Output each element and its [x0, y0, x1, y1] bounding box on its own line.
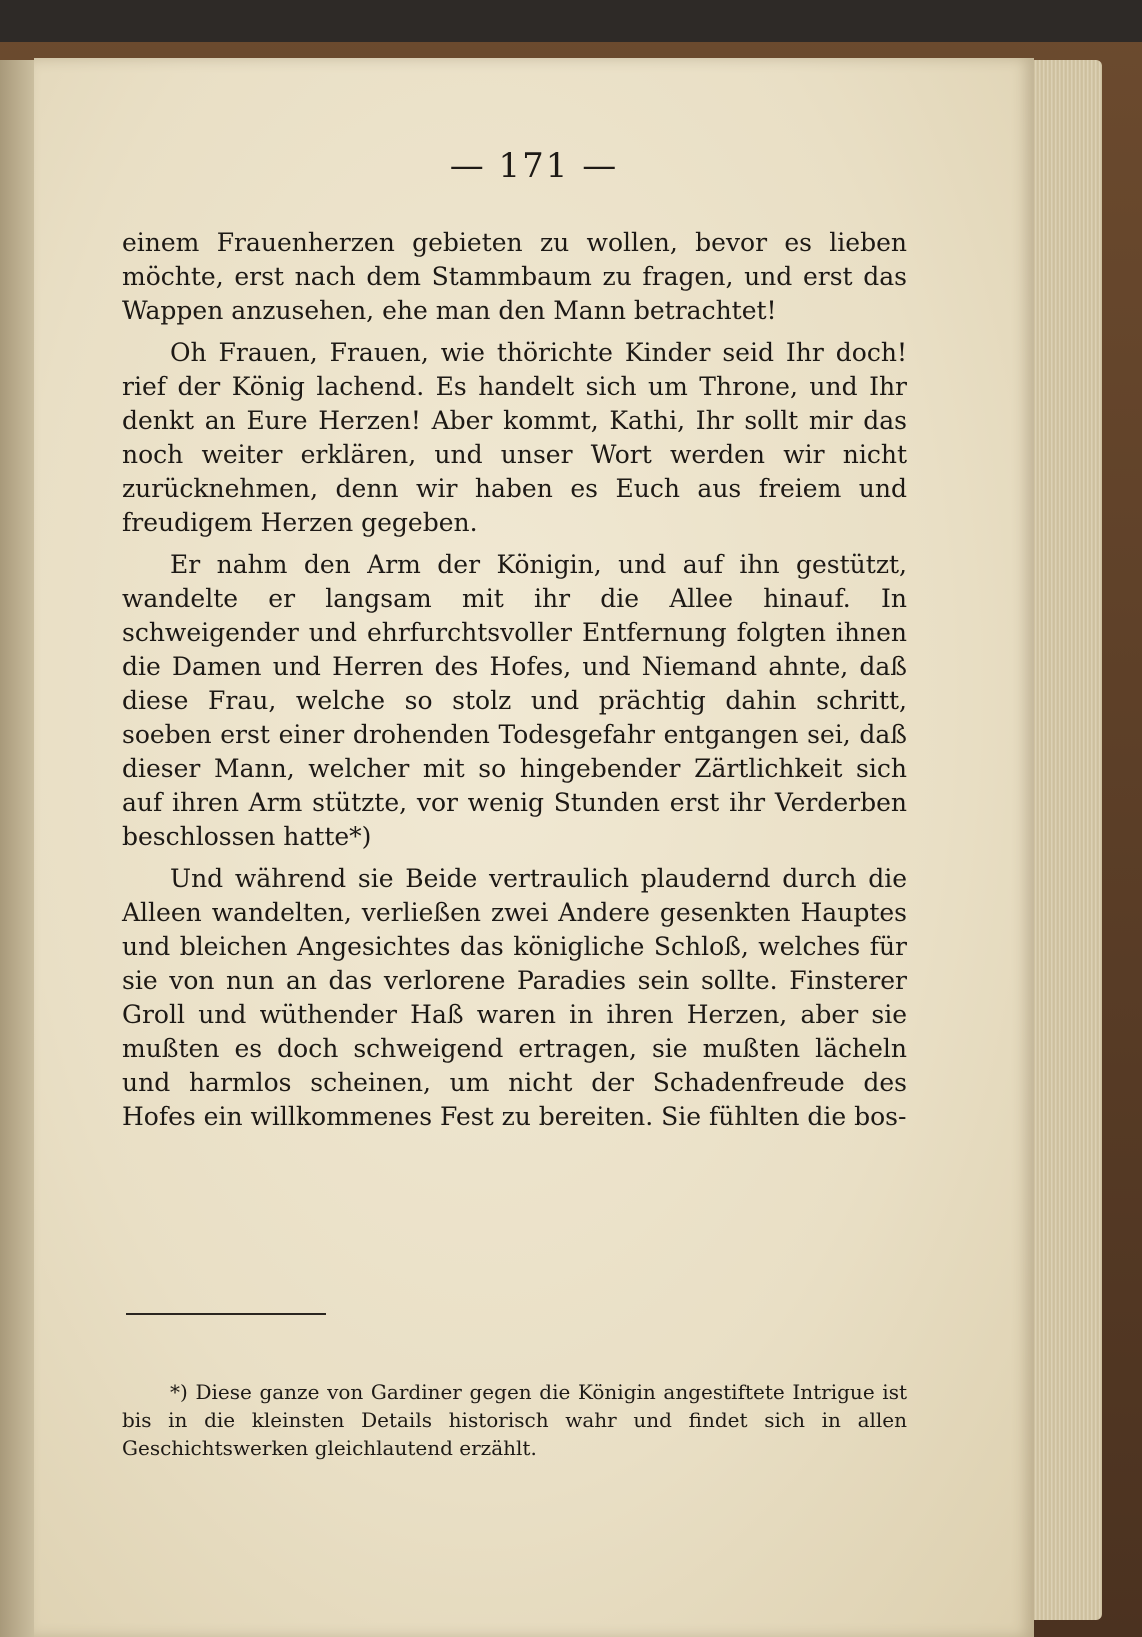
- left-page-edge: [0, 60, 38, 1637]
- footnote-text: *) Diese ganze von Gardiner gegen die Königin angestiftete Intrigue ist bis in die kleinsten Details historisch wahr und findet sich in allen Geschichtswerken gleichlautend erzählt.: [122, 1380, 907, 1460]
- paragraph-2: Oh Frauen, Frauen, wie thörichte Kinder seid Ihr doch! rief der König lachend. Es handelt sich um Throne, und Ihr denkt an Eure Herzen! Aber kommt, Kathi, Ihr sollt mir das noch weiter erklären, und unser Wort werden wir nicht zurücknehmen, denn wir haben es Euch aus freiem und freudigem Herzen gegeben.: [122, 338, 907, 537]
- page-number: — 171 —: [449, 146, 619, 186]
- paragraph-4: Und während sie Beide vertraulich plaudernd durch die Alleen wandelten, verließen zwei Andere gesenkten Hauptes und bleichen Angesichtes das königliche Schloß, welches für sie von nun an das verlorene Paradies sein sollte. Finsterer Groll und wüthender Haß waren in ihren Herzen, aber sie mußten es doch schweigend ertragen, sie mußten lächeln und harmlos scheinen, um nicht der Schadenfreude des Hofes ein willkommenes Fest zu bereiten. Sie fühlten die bos-: [122, 864, 907, 1131]
- book-page: [34, 58, 1034, 1637]
- page-edges: [1032, 60, 1102, 1620]
- footnote-divider: [126, 1313, 326, 1315]
- body-text: [122, 226, 907, 1142]
- paragraph-3: Er nahm den Arm der Königin, und auf ihn gestützt, wandelte er langsam mit ihr die Allee hinauf. In schweigender und ehrfurchtsvoller Entfernung folgten ihnen die Damen und Herren des Hofes, und Niemand ahnte, daß diese Frau, welche so stolz und prächtig dahin schritt, soeben erst einer drohenden Todesgefahr entgangen sei, daß dieser Mann, welcher mit so hingebender Zärtlichkeit sich auf ihren Arm stützte, vor wenig Stunden erst ihr Verderben beschlossen hatte*): [122, 550, 907, 851]
- footnote: [122, 1378, 907, 1462]
- paragraph-1: einem Frauenherzen gebieten zu wollen, bevor es lieben möchte, erst nach dem Stammbaum zu fragen, und erst das Wappen anzusehen, ehe man den Mann betrachtet!: [122, 228, 907, 325]
- scan-background: [0, 0, 1142, 42]
